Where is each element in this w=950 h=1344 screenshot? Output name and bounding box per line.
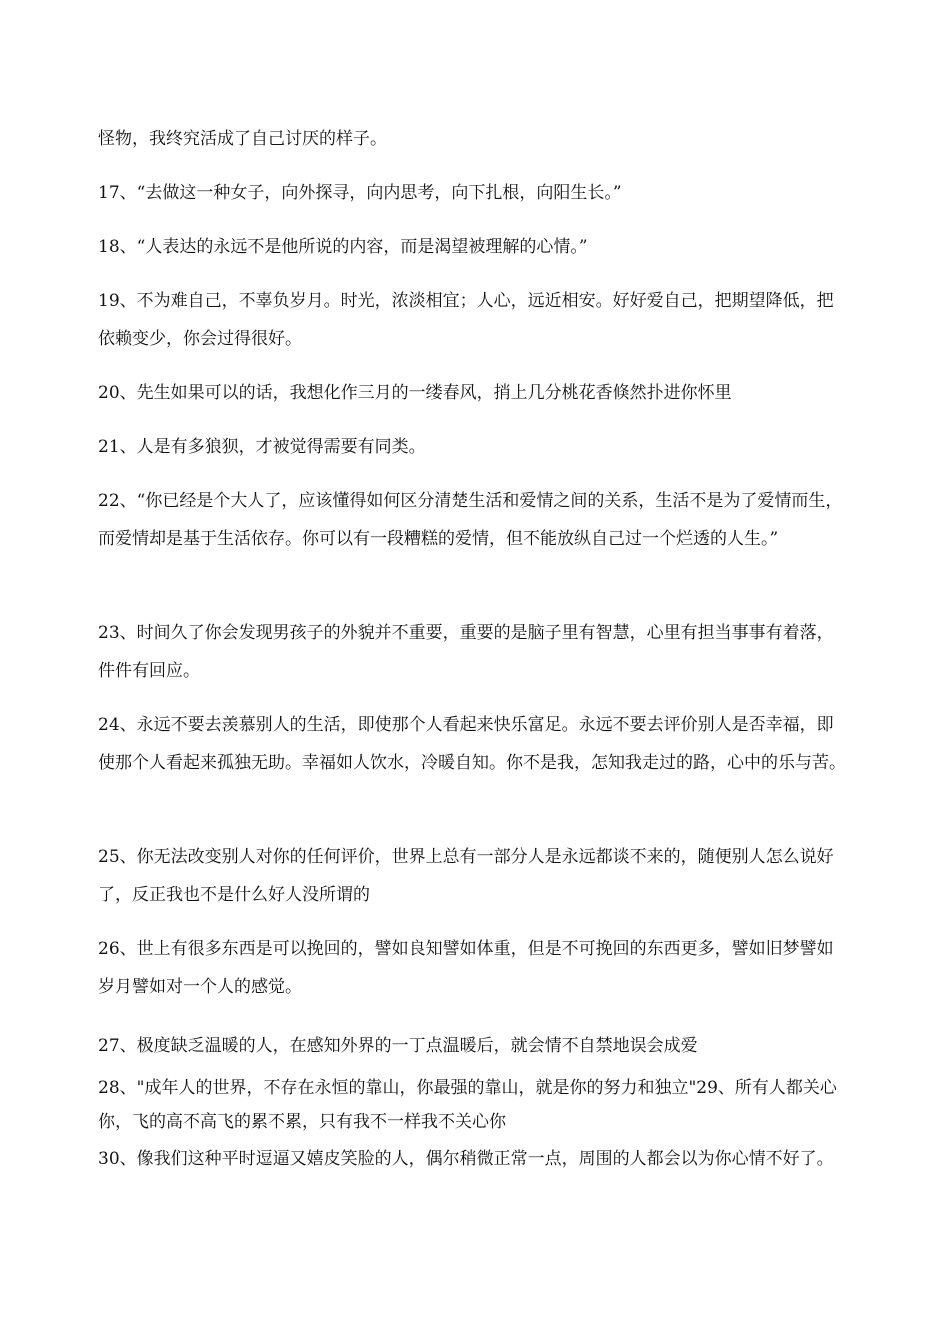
paragraph-30: 30、像我们这种平时逗逼又嬉皮笑脸的人，偶尔稍微正常一点，周围的人都会以为你心情不好了。 <box>98 1149 834 1169</box>
paragraph-25: 25、你无法改变别人对你的任何评价，世界上总有一部分人是永远都谈不来的，随便别人怎么说好了，反正我也不是什么好人没所谓的 <box>98 847 834 905</box>
paragraph-21: 21、人是有多狼狈，才被觉得需要有同类。 <box>98 437 426 457</box>
paragraph-22: 22、“你已经是个大人了，应该懂得如何区分清楚生活和爱情之间的关系，生活不是为了爱情而生，而爱情却是基于生活依存。你可以有一段糟糕的爱情，但不能放纵自己过一个烂透的人生。” <box>98 491 843 549</box>
paragraph-26: 26、世上有很多东西是可以挽回的，譬如良知譬如体重，但是不可挽回的东西更多，譬如旧梦譬如岁月譬如对一个人的感觉。 <box>98 939 834 997</box>
paragraph-18: 18、“人表达的永远不是他所说的内容，而是渴望被理解的心情。” <box>98 237 588 257</box>
paragraph-20: 20、先生如果可以的话，我想化作三月的一缕春风，捎上几分桃花香倏然扑进你怀里 <box>98 383 732 403</box>
paragraph-23: 23、时间久了你会发现男孩子的外貌并不重要，重要的是脑子里有智慧，心里有担当事事有着落，件件有回应。 <box>98 623 834 681</box>
paragraph-24: 24、永远不要去羡慕别人的生活，即使那个人看起来快乐富足。永远不要去评价别人是否幸福，即使那个人看起来孤独无助。幸福如人饮水，冷暖自知。你不是我，怎知我走过的路，心中的乐与苦。 <box>98 715 846 773</box>
paragraph-27: 27、极度缺乏温暖的人，在感知外界的一丁点温暖后，就会情不自禁地误会成爱 <box>98 1036 698 1056</box>
paragraph-19: 19、不为难自己，不辜负岁月。时光，浓淡相宜；人心，远近相安。好好爱自己，把期望降低，把依赖变少，你会过得很好。 <box>98 291 834 349</box>
paragraph-28-29: 28、"成年人的世界，不存在永恒的靠山，你最强的靠山，就是你的努力和独立"29、所有人都关心你，飞的高不高飞的累不累，只有我不一样我不关心你 <box>98 1078 837 1132</box>
paragraph-17: 17、“去做这一种女子，向外探寻，向内思考，向下扎根，向阳生长。” <box>98 183 622 203</box>
paragraph-continuation: 怪物，我终究活成了自己讨厌的样子。 <box>98 129 387 149</box>
